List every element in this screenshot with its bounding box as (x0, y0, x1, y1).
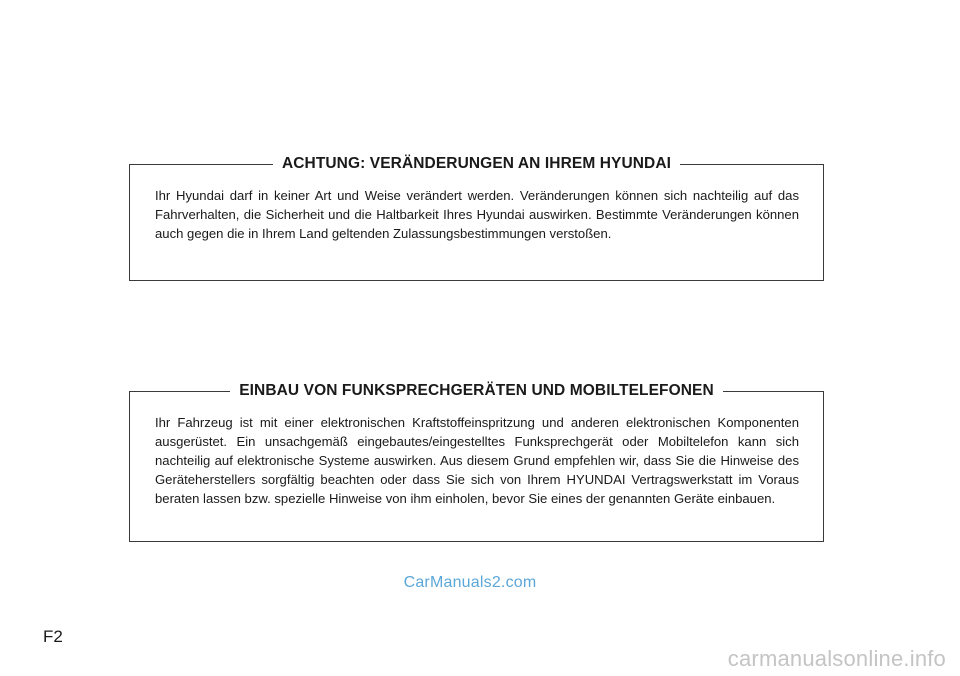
footer-site-watermark: carmanualsonline.info (727, 646, 946, 671)
notice-title-wrapper (130, 153, 823, 175)
notice-title-modifications: ACHTUNG: VERÄNDERUNGEN AN IHREM HYUNDAI (273, 155, 680, 172)
notice-box-radio-installation (129, 382, 824, 542)
notice-body-modifications: Ihr Hyundai darf in keiner Art und Weise verändert werden. Veränderungen können sich nachteilig auf das Fahrverhalten, die Sicherheit und die Haltbarkeit Ihres Hyundai auswirken. Bestimmte Veränderungen können auch gegen die in Ihrem Land geltenden Zulassungsbestimmungen verstoßen. (155, 188, 799, 241)
notice-body-radio-installation: Ihr Fahrzeug ist mit einer elektronischen Kraftstoffeinspritzung und anderen elektronischen Komponenten ausgerüstet. Ein unsachgemäß eingebautes/eingestelltes Funksprechgerät oder Mobiltelefon kann sich nachteilig auf elektronische Systeme auswirken. Aus diesem Grund empfehlen wir, dass Sie die Hinweise des Geräteherstellers sorgfältig beachten oder dass Sie sich von Ihrem HYUNDAI Vertragswerkstatt im Voraus beraten lassen bzw. spezielle Hinweise von ihm einholen, bevor Sie eines der genannten Geräte einbauen. (155, 415, 799, 506)
watermark-link[interactable]: CarManuals2.com (403, 574, 537, 591)
notice-box-modifications (129, 155, 824, 281)
notice-title-radio-installation: EINBAU VON FUNKSPRECHGERÄTEN UND MOBILTELEFONEN (230, 382, 723, 399)
notice-title-wrapper (130, 380, 823, 402)
page-number: F2 (43, 627, 63, 646)
